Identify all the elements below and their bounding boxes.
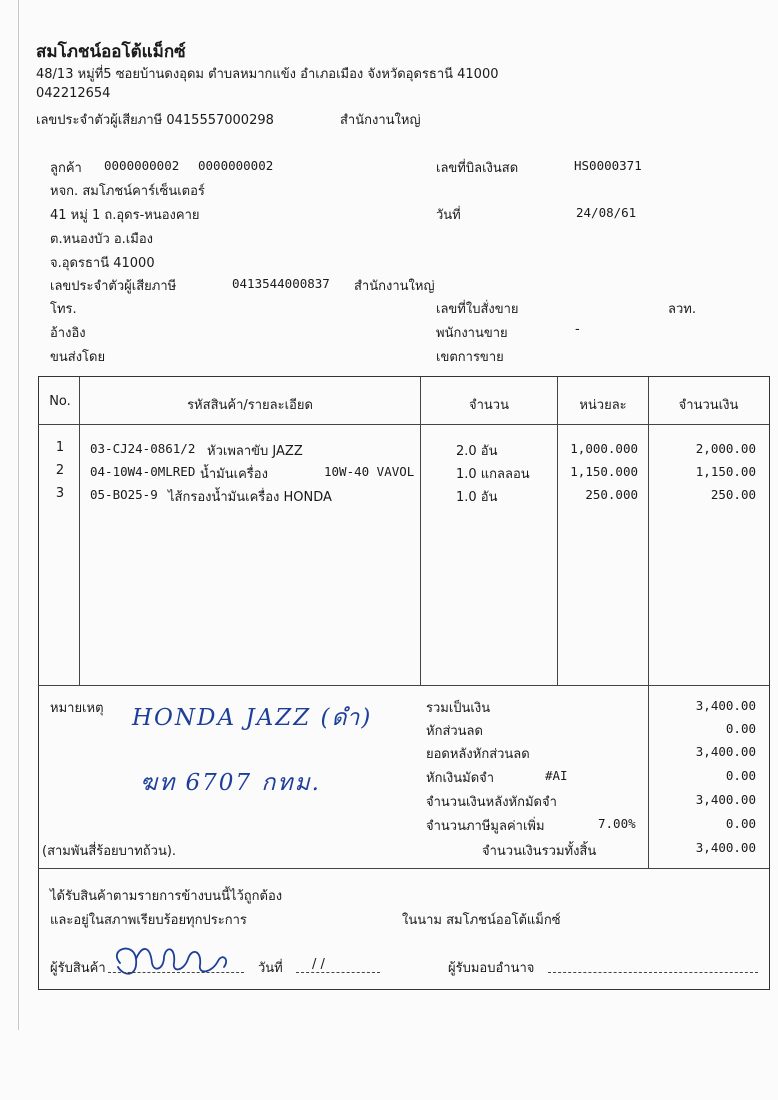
remarks-label: หมายเหตุ — [50, 701, 104, 716]
total-discount-label: หักส่วนลด — [426, 724, 483, 739]
company-phone: 042212654 — [36, 86, 111, 101]
header-description: รหัสสินค้า/รายละเอียด — [187, 398, 313, 413]
total-grand-label: จำนวนเงินรวมทั้งสิ้น — [482, 844, 597, 859]
company-branch: สำนักงานใหญ่ — [340, 113, 421, 128]
customer-ref-label: อ้างอิง — [50, 326, 86, 341]
table-body-bottom — [38, 685, 769, 686]
footer-on-behalf: ในนาม สมโภชน์ออโต้แม็กซ์ — [402, 913, 561, 928]
total-discount-value: 0.00 — [725, 721, 756, 736]
company-tax-id: เลขประจำตัวผู้เสียภาษี 0415557000298 — [36, 113, 274, 128]
header-quantity: จำนวน — [469, 398, 509, 413]
footer-confirm-line-2: และอยู่ในสภาพเรียบร้อยทุกประการ — [50, 913, 247, 928]
customer-code-2: 0000000002 — [198, 158, 274, 173]
vat-rate: 7.00% — [598, 816, 636, 831]
row1-no: 1 — [55, 440, 65, 455]
salesperson-label: พนักงานขาย — [436, 326, 508, 341]
customer-tax-id: 0413544000837 — [232, 276, 330, 291]
row2-no: 2 — [55, 463, 65, 478]
receive-date-value: / / — [312, 957, 325, 972]
customer-phone-label: โทร. — [50, 302, 77, 317]
handwritten-plate-number: ฆท 6707 กทม. — [140, 770, 321, 796]
row1-unit-price: 1,000.000 — [570, 441, 638, 456]
receiver-label: ผู้รับสินค้า — [50, 961, 106, 976]
sales-zone-label: เขตการขาย — [436, 350, 504, 365]
row3-no: 3 — [55, 486, 65, 501]
row2-extra: 10W-40 VAVOL — [324, 464, 415, 479]
col-divider-price — [648, 377, 649, 868]
col-divider-desc — [420, 377, 421, 685]
authorized-signature-line — [548, 972, 758, 973]
receive-date-line — [296, 972, 380, 973]
footer-confirm-line-1: ได้รับสินค้าตามรายการข้างบนนี้ไว้ถูกต้อง — [50, 889, 283, 904]
row2-unit-price: 1,150.000 — [570, 464, 638, 479]
receiver-signature — [106, 937, 234, 981]
authorized-label: ผู้รับมอบอำนาจ — [448, 961, 535, 976]
total-after-deposit-value: 3,400.00 — [695, 792, 756, 807]
bill-number: HS0000371 — [574, 158, 642, 173]
total-after-discount-label: ยอดหลังหักส่วนลด — [426, 747, 530, 762]
row1-code: 03-CJ24-0861/2 — [90, 441, 196, 456]
salesperson-value: - — [575, 322, 580, 337]
handwritten-car-model: HONDA JAZZ (ดำ) — [132, 705, 373, 731]
total-subtotal-value: 3,400.00 — [695, 698, 756, 713]
row2-amount: 1,150.00 — [695, 464, 756, 479]
row3-code: 05-BO25-9 — [90, 487, 158, 502]
customer-address-2: ต.หนองบัว อ.เมือง — [50, 232, 153, 247]
total-deposit-value: 0.00 — [725, 768, 756, 783]
customer-code-1: 0000000002 — [104, 158, 180, 173]
customer-tax-label: เลขประจำตัวผู้เสียภาษี — [50, 279, 177, 294]
receive-date-label: วันที่ — [258, 961, 283, 976]
total-after-discount-value: 3,400.00 — [695, 744, 756, 759]
order-number-label: เลขที่ใบสั่งขาย — [436, 302, 519, 317]
row3-description: ไส้กรองน้ำมันเครื่อง HONDA — [168, 490, 332, 505]
deposit-code: #AI — [545, 768, 568, 783]
row3-amount: 250.00 — [710, 487, 756, 502]
total-subtotal-label: รวมเป็นเงิน — [426, 701, 491, 716]
col-divider-no — [79, 377, 80, 685]
amount-in-words: (สามพันสี่ร้อยบาทถ้วน). — [42, 844, 177, 859]
total-deposit-label: หักเงินมัดจำ — [426, 771, 495, 786]
col-divider-qty — [557, 377, 558, 685]
row1-description: หัวเพลาขับ JAZZ — [207, 444, 303, 459]
total-after-deposit-label: จำนวนเงินหลังหักมัดจำ — [426, 795, 557, 810]
row3-unit-price: 250.000 — [585, 487, 638, 502]
header-amount: จำนวนเงิน — [678, 398, 739, 413]
order-suffix: ลวท. — [668, 302, 696, 317]
table-header-divider — [38, 424, 769, 425]
row2-code: 04-10W4-0MLRED — [90, 464, 196, 479]
company-address: 48/13 หมู่ที่5 ซอยบ้านดงอุดม ตำบลหมากแข้ง อำเภอเมือง จังหวัดอุดรธานี 41000 — [36, 67, 499, 82]
row2-description: น้ำมันเครื่อง — [200, 467, 268, 482]
row2-quantity: 1.0 แกลลอน — [456, 467, 530, 482]
customer-ship-label: ขนส่งโดย — [50, 350, 106, 365]
total-vat-label: จำนวนภาษีมูลค่าเพิ่ม — [426, 819, 545, 834]
row3-quantity: 1.0 อัน — [456, 490, 498, 505]
bill-date-label: วันที่ — [436, 208, 461, 223]
customer-label: ลูกค้า — [50, 161, 82, 176]
receiver-signature-line — [108, 972, 244, 973]
customer-branch: สำนักงานใหญ่ — [354, 279, 435, 294]
total-vat-value: 0.00 — [725, 816, 756, 831]
header-no: No. — [49, 394, 71, 409]
company-name: สมโภชน์ออโต้แม็กซ์ — [36, 42, 186, 62]
total-grand-value: 3,400.00 — [695, 840, 756, 855]
customer-address-1: 41 หมู่ 1 ถ.อุดร-หนองคาย — [50, 208, 200, 223]
scan-margin-line — [18, 0, 19, 1030]
bill-date: 24/08/61 — [576, 205, 637, 220]
customer-address-3: จ.อุดรธานี 41000 — [50, 256, 155, 271]
row1-amount: 2,000.00 — [695, 441, 756, 456]
header-unit-price: หน่วยละ — [579, 398, 627, 413]
signature-scribble — [106, 937, 234, 981]
bill-number-label: เลขที่บิลเงินสด — [436, 161, 519, 176]
totals-bottom — [38, 868, 769, 869]
row1-quantity: 2.0 อัน — [456, 444, 498, 459]
customer-name: หจก. สมโภชน์คาร์เซ็นเตอร์ — [50, 184, 205, 199]
